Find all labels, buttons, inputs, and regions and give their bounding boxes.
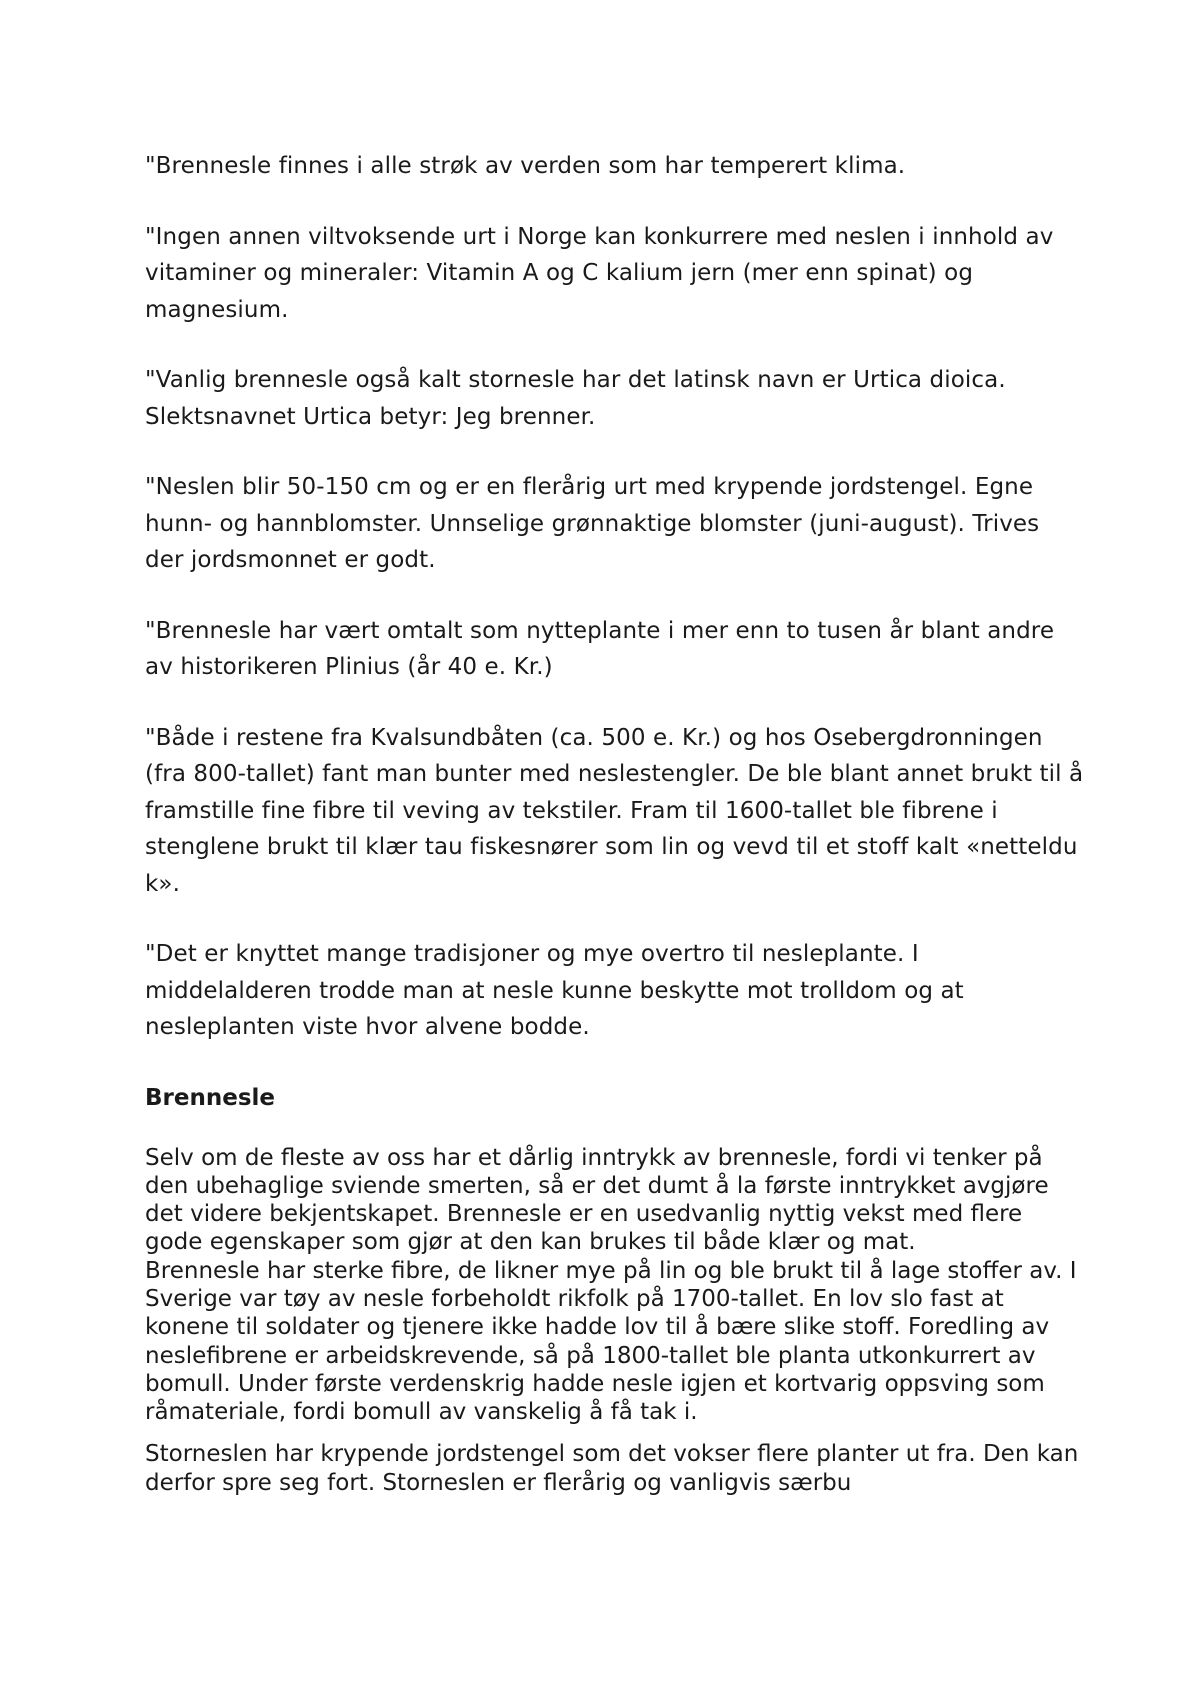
paragraph-history: "Brennesle har vært omtalt som nytteplante i mer enn to tusen år blant andre av historikeren Plinius (år 40 e. Kr.) — [145, 617, 1055, 680]
paragraph-fibres: "Både i restene fra Kvalsundbåten (ca. 500 e. Kr.) og hos Osebergdronningen (fra 800-tallet) fant man bunter med neslestengler. De ble blant annet brukt til å framstille fine fibre til veving av tekstiler. Fram til 1600-tallet ble fibrene i stenglene brukt til klær tau fiskesnører som lin og vevd til et stoff kalt «netteldu k». — [145, 724, 1084, 897]
paragraph-latin-name: "Vanlig brennesle også kalt stornesle har det latinsk navn er Urtica dioica. Slektsnavnet Urtica betyr: Jeg brenner. — [145, 367, 1006, 430]
paragraph-description: "Neslen blir 50-150 cm og er en flerårig urt med krypende jordstengel. Egne hunn- og hannblomster. Unnselige grønnaktige blomster (juni-august). Trives der jordsmonnet er godt. — [145, 474, 1040, 573]
paragraph-traditions: "Det er knyttet mange tradisjoner og mye overtro til nesleplante. I middelalderen trodde man at nesle kunne beskytte mot trolldom og at nesleplanten viste hvor alvene bodde. — [145, 941, 964, 1040]
paragraph-climate: "Brennesle finnes i alle strøk av verden som har temperert klima. — [145, 153, 906, 179]
section-heading: Brennesle — [145, 1084, 275, 1111]
paragraph-vitamins: "Ingen annen viltvoksende urt i Norge kan konkurrere med neslen i innhold av vitaminer og mineraler: Vitamin A og C kalium jern (mer enn spinat) og magnesium. — [145, 223, 1054, 323]
section-body-stornesle: Storneslen har krypende jordstengel som det vokser flere planter ut fra. Den kan derfor spre seg fort. Storneslen er flerårig og vanligvis særbu — [145, 1441, 1079, 1496]
paragraph-gap — [145, 1426, 1085, 1440]
section-body-intro: Selv om de fleste av oss har et dårlig inntrykk av brennesle, fordi vi tenker på den ubehaglige sviende smerten, så er det dumt å la første inntrykket avgjøre det videre bekjentskapet. Brennesle er en usedvanlig nyttig vekst med flere gode egenskaper som gjør at den kan brukes til både klær og mat. — [145, 1144, 1049, 1256]
document-page — [145, 148, 1085, 1497]
section-body-fibres: Brennesle har sterke fibre, de likner mye på lin og ble brukt til å lage stoffer av. I Sverige var tøy av nesle forbeholdt rikfolk på 1700-tallet. En lov slo fast at konene til soldater og tjenere ikke hadde lov til å bære slike stoff. Foredling av neslefibrene er arbeidskrevende, så på 1800-tallet ble planta utkonkurrert av bomull. Under første verdenskrig hadde nesle igjen et kortvarig oppsving som råmateriale, fordi bomull av vanskelig å få tak i. — [145, 1257, 1077, 1426]
